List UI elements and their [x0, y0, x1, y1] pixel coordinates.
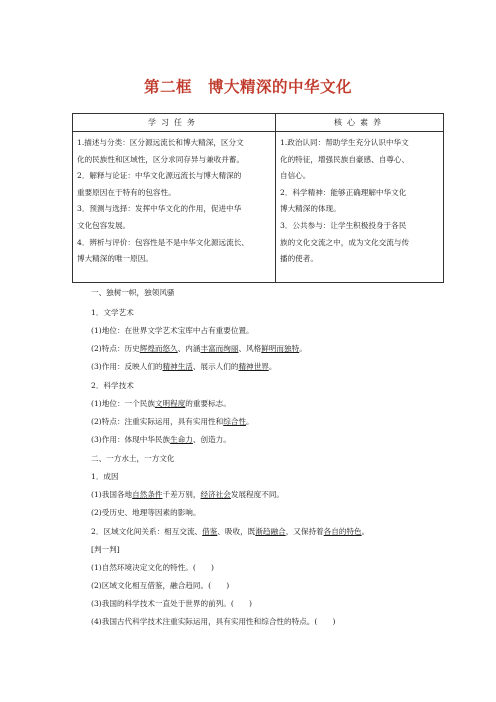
- task-line: 3．预测与选择：发挥中华文化的作用，促进中华: [77, 204, 242, 214]
- competency-line: 1.政治认同：帮助学生充分认识中华文: [280, 138, 409, 147]
- fill-blank: 辉煌而悠久: [139, 344, 178, 353]
- judge-heading: [判一判]: [91, 545, 120, 554]
- task-line: 文化包容发展。: [77, 220, 131, 230]
- fill-blank: 精神生活: [162, 362, 193, 371]
- text-line: (2)特点：历史辉煌而悠久、内涵丰富而绚丽、风格鲜明而独特。: [91, 344, 307, 353]
- fill-blank: 文明程度: [154, 399, 186, 408]
- fill-blank: 生命力: [170, 435, 193, 444]
- section-heading: 一、独树一帜，独领风骚: [91, 288, 175, 297]
- text-line: (1)地位：在世界文学艺术宝库中占有重要位置。: [91, 326, 254, 335]
- task-line: 2．解释与论证：中华文化源远流长与博大精深的: [77, 171, 242, 181]
- text-line: (1)我国各地自然条件千差万别，经济社会发展程度不同。: [91, 490, 285, 499]
- objectives-table: [72, 113, 444, 283]
- fill-blank: 精神世界: [238, 362, 269, 371]
- fill-blank: 借鉴: [202, 527, 218, 536]
- table-header-tasks: 学习任务: [148, 118, 200, 127]
- subsection-heading: 2．科学技术: [91, 381, 134, 390]
- judge-item: (1)自然环境决定文化的特性。( ): [91, 563, 214, 572]
- fill-blank: 各自的特色: [323, 527, 362, 536]
- page-title: 第二框 博大精深的中华文化: [143, 78, 352, 96]
- text-line: 2．区域文化间关系：相互交流、借鉴、吸收，既渐趋融合，又保持着各自的特色。: [91, 527, 370, 536]
- text-line: (3)作用：反映人们的精神生活、展示人们的精神世界。: [91, 362, 277, 371]
- fill-blank: 自然条件: [132, 490, 163, 499]
- judge-item: (3)我国的科学技术一直处于世界的前列。( ): [91, 599, 252, 608]
- competency-line: 自信心。: [280, 171, 311, 181]
- fill-blank: 综合性: [223, 417, 247, 426]
- fill-blank: 经济社会: [200, 490, 231, 499]
- competency-line: 3．公共参与：让学生积极投身于各民: [280, 220, 407, 230]
- competencies-cell: [280, 135, 440, 268]
- task-line: 化的民族性和区域性，区分求同存异与兼收并蓄。: [77, 154, 245, 164]
- judge-item: (4)我国古代科学技术注重实际运用，具有实用性和综合性的特点。( ): [91, 617, 336, 626]
- task-line: 重要原因在于特有的包容性。: [77, 187, 176, 197]
- table-divider: [275, 114, 276, 282]
- table-header-competencies: 核心素养: [334, 118, 386, 127]
- competency-line: 博大精深的体现。: [280, 204, 341, 214]
- competency-line: 2．科学精神：能够正确理解中华文化: [280, 187, 407, 197]
- fill-blank: 鲜明而独特: [261, 344, 300, 353]
- subsection-heading: 1．成因: [91, 472, 119, 481]
- text-line: (2)特点：注重实际运用，具有实用性和综合性。: [91, 417, 254, 426]
- judge-item: (2)区域文化相互借鉴，融合趋同。( ): [91, 581, 230, 590]
- fill-blank: 丰富而绚丽: [200, 344, 239, 353]
- table-header-rule: [73, 131, 443, 132]
- competency-line: 播的使者。: [280, 254, 318, 264]
- text-line: (2)受历史、地理等因素的影响。: [91, 508, 201, 517]
- section-heading: 二、一方水土，一方文化: [91, 454, 175, 463]
- competency-line: 族的文化交流之中，成为文化交流与传: [280, 237, 410, 247]
- task-line: 1.描述与分类：区分源远流长和博大精深，区分文: [77, 138, 244, 147]
- text-line: (1)地位：一个民族文明程度的重要标志。: [91, 399, 231, 408]
- text-line: (3)作用：体现中华民族生命力、创造力。: [91, 435, 231, 444]
- task-line: 4．辨析与评价：包容性是不是中华文化源远流长、: [77, 237, 249, 247]
- subsection-heading: 1．文学艺术: [91, 308, 134, 317]
- tasks-cell: [77, 135, 273, 268]
- fill-blank: 渐趋融合: [255, 527, 286, 536]
- competency-line: 化的特征，增强民族自豪感、自尊心、: [280, 154, 410, 164]
- task-line: 博大精深的唯一原因。: [77, 254, 153, 264]
